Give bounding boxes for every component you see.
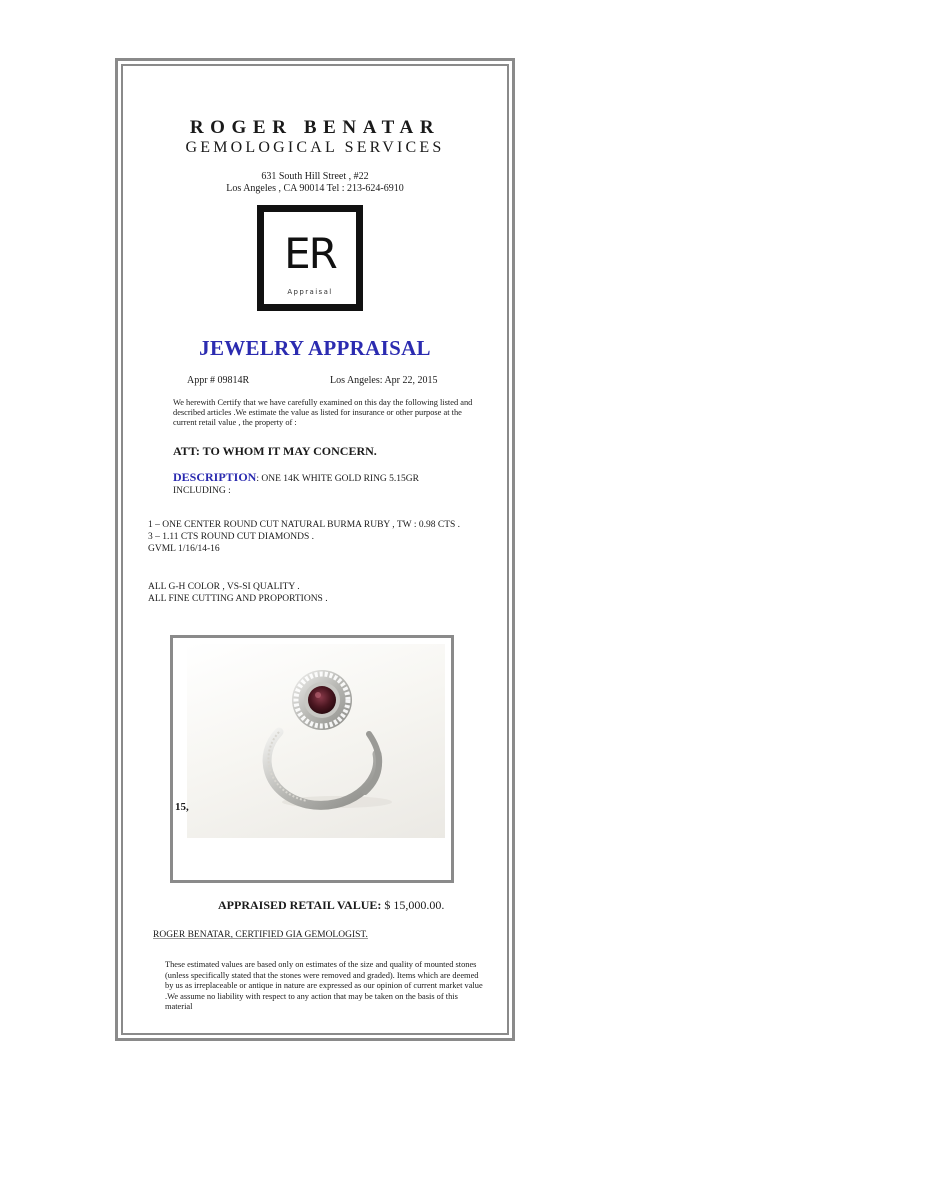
company-subtitle: GEMOLOGICAL SERVICES xyxy=(185,139,445,156)
item-list xyxy=(148,519,483,555)
attention-line: ATT: TO WHOM IT MAY CONCERN. xyxy=(173,444,377,458)
document-title: JEWELRY APPRAISAL xyxy=(199,336,431,360)
appraised-value-label: APPRAISED RETAIL VALUE: xyxy=(218,898,382,912)
quality-notes xyxy=(148,581,328,605)
quality-cutting: ALL FINE CUTTING AND PROPORTIONS . xyxy=(148,594,328,604)
item-reference: GVML 1/16/14-16 xyxy=(148,544,220,554)
quality-color: ALL G-H COLOR , VS-SI QUALITY . xyxy=(148,582,300,592)
address-line-2: Los Angeles , CA 90014 Tel : 213-624-6910 xyxy=(226,183,404,194)
ring-photo xyxy=(187,644,445,838)
description-text: : ONE 14K WHITE GOLD RING 5.15GR INCLUDING : xyxy=(173,474,419,496)
photo-mark: 15, xyxy=(175,801,189,813)
appraisal-number: Appr # 09814R xyxy=(187,375,250,386)
logo-letters: ER xyxy=(284,229,336,278)
company-name: ROGER BENATAR xyxy=(189,117,441,138)
br-appraisal-logo xyxy=(257,205,363,311)
gemologist-signature: ROGER BENATAR, CERTIFIED GIA GEMOLOGIST. xyxy=(153,930,368,940)
item-diamonds: 3 – 1.11 CTS ROUND CUT DIAMONDS . xyxy=(148,532,314,542)
appraisal-date: Los Angeles: Apr 22, 2015 xyxy=(330,375,438,386)
ring-photo-frame xyxy=(170,635,454,883)
certification-text: We herewith Certify that we have carefully examined on this day the following listed and described articles .We estimate the value as listed for insurance or other purpose at the current retail value , the property of : xyxy=(173,398,473,427)
address-line-1: 631 South Hill Street , #22 xyxy=(261,171,369,182)
logo-caption: Appraisal xyxy=(287,288,333,296)
ring-illustration xyxy=(187,644,445,838)
disclaimer-text: These estimated values are based only on estimates of the size and quality of mounted stones (unless specifically stated that the stones were removed and graded). Items which are deemed by us as irreplaceable or antique in nature are expressed as our opinion of current market value .We assume no liability with respect to any action that may be taken on the basis of this material xyxy=(165,960,483,1011)
description xyxy=(173,471,463,497)
description-label: DESCRIPTION xyxy=(173,470,257,484)
appraised-value-amount: $ 15,000.00. xyxy=(381,898,445,912)
appraised-value xyxy=(218,898,444,913)
item-ruby: 1 – ONE CENTER ROUND CUT NATURAL BURMA RUBY , TW : 0.98 CTS . xyxy=(148,520,461,530)
